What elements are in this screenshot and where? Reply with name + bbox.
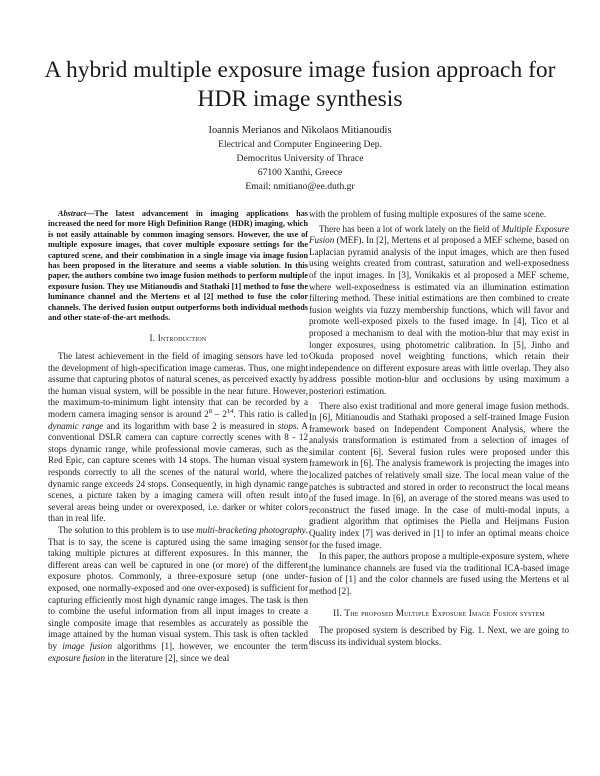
- text-run: and its logarithm with base 2 is measured in: [103, 420, 278, 431]
- text-run: . That is to say, the scene is captured using the same imaging sensor taking multiple pictures at different exposures. In this manner, the different areas can well be captured in one (or more) of the different exposure photos. Commonly, a three-exposure setup (one under-exposed, one normally-exposed and one over-exposed) is sufficient for capturing efficiently most high dynamic range images. The task is then to combine the useful information from all input images to create a single composite image that resembles as accurately as possible the image attained by the human visual system. This task is often tackled by: [48, 524, 308, 651]
- affiliation-line: 67100 Xanthi, Greece: [257, 167, 343, 178]
- emphasis: image fusion: [62, 640, 113, 651]
- affiliation-line: Democritus University of Thrace: [236, 153, 364, 164]
- emphasis: dynamic range: [48, 420, 104, 431]
- emphasis: Multiple Exposure Fusion: [309, 223, 569, 246]
- emphasis: multi-bracketing photography: [196, 524, 306, 535]
- right-column: [309, 209, 569, 648]
- paragraph: [48, 525, 308, 664]
- section-number: I.: [149, 333, 156, 344]
- text-run: (MEF). In [2], Mertens et al proposed a MEF scheme, based on Laplacian pyramid analysis of the input images, which are then fused using weights created from contrast, saturation and well-exposedness of the input images. In [3], Vonikakis et al proposed a MEF scheme, where well-exposedness is estimated via an illumination estimation filtering method. These initial estimations are then combined to create fusion weights via fuzzy membership functions, which will favor and promote well-exposed pixels to the fused image. In [4], Tico et al proposed a mechanism to deal with the motion-blur that may exist in longer exposures, using photometric calibration. In [5], Jinho and Okuda proposed novel weighting functions, which retain their independence on different exposure areas with little overlap. They also address possible motion-blur and occlusions by using maximum a posteriori estimation.: [309, 235, 569, 396]
- abstract: [48, 209, 308, 323]
- text-run: in the literature [2], since we deal: [105, 652, 230, 663]
- text-run: – 2: [211, 409, 227, 420]
- section-heading-introduction: [48, 333, 308, 345]
- abstract-text: —The latest advancement in imaging applications has increased the need for more High Definition Range (HDR) imaging, which is not easily attainable by common imaging sensors. However, the use of multiple exposure images, that cover multiple exposure settings for the captured scene, and their combination in a single image via image fusion has been proposed in the literature and seems a viable solution. In this paper, the authors combine two image fusion methods to perform multiple exposure fusion. They use Mitianoudis and Stathaki [1] method to fuse the luminance channel and the Mertens et al [2] method to fuse the color channels. The derived fusion output outperforms both individual methods and other state-of-the-art methods.: [48, 209, 308, 323]
- emphasis: exposure fusion: [48, 652, 105, 663]
- paragraph: [309, 224, 569, 398]
- section-number: II.: [333, 607, 343, 618]
- paragraph: [48, 351, 308, 525]
- author-names: Ioannis Merianos and Nikolaos Mitianoudis: [208, 125, 392, 136]
- abstract-label: Abstract: [58, 209, 87, 218]
- author-email: Email: nmitiano@ee.duth.gr: [245, 181, 355, 192]
- left-column: [48, 209, 308, 664]
- text-run: . A conventional DSLR camera can capture correctly scenes with 8 - 12 stops dynamic range, while professional movie cameras, such as the Red Epic, can capture scenes with 14 stops. The human visual system responds correctly to all the scenes of the natural world, where the dynamic range exceeds 24 stops. Consequently, in high dynamic range scenes, a picture taken by a imaging camera will often result into several areas being under or overexposed, i.e. darker or whiter colors than in real life.: [48, 420, 308, 524]
- text-run: The latest achievement in the field of imaging sensors have led to the development of high-specification image cameras. Thus, one might assume that capturing photos of natural scenes, as perceived exactly by the human visual system, will be possible in the near future. However, the maximum-to-minimum light intensity that can be recorded by a modern camera imaging sensor is around 2: [48, 351, 308, 420]
- superscript: 8: [208, 408, 212, 415]
- text-run: The solution to this problem is to use: [58, 524, 197, 535]
- author-block: [60, 124, 540, 194]
- emphasis: stops: [277, 420, 297, 431]
- text-run: algorithms [1], however, we encounter the term: [112, 640, 308, 651]
- section-title: Introduction: [157, 333, 207, 344]
- text-run: There has been a lot of work lately on the field of: [319, 223, 502, 234]
- section-heading-proposed-system: [309, 608, 569, 620]
- paragraph: The proposed system is described by Fig. 1. Next, we are going to discuss its individual system blocks.: [309, 625, 569, 647]
- paragraph: In this paper, the authors propose a multiple-exposure system, where the luminance channels are fused via the traditional ICA-based image fusion of [1] and the color channels are fused using the Mertens et al method [2].: [309, 551, 569, 596]
- paragraph: with the problem of fusing multiple exposures of the same scene.: [309, 209, 547, 219]
- text-run: . This ratio is called: [233, 409, 309, 420]
- paper-title: A hybrid multiple exposure image fusion approach for HDR image synthesis: [44, 57, 556, 112]
- section-title: The proposed Multiple Exposure Image Fusion system: [344, 607, 545, 618]
- superscript: 14: [226, 408, 234, 415]
- affiliation-line: Electrical and Computer Engineering Dep.: [218, 139, 382, 150]
- paragraph: There also exist traditional and more general image fusion methods. In [6], Mitianoudis and Stathaki proposed a self-trained Image Fusion framework based on Independent Component Analysis, where the analysis transformation is estimated from a selection of images of similar content [6]. Several fusion rules were proposed under this framework in [6]. The analysis framework is projecting the images into localized patches of relatively small size. The local mean value of the patches is subtracted and stored in order to reconstruct the local means of the fused image. In [6], an average of the stored means was used to reconstruct the fused image. In the case of multi-modal inputs, a gradient algorithm that optimises the Piella and Heijmans Fusion Quality index [7] was derived in [1] to infer an optimal means choice for the fused image.: [309, 400, 569, 550]
